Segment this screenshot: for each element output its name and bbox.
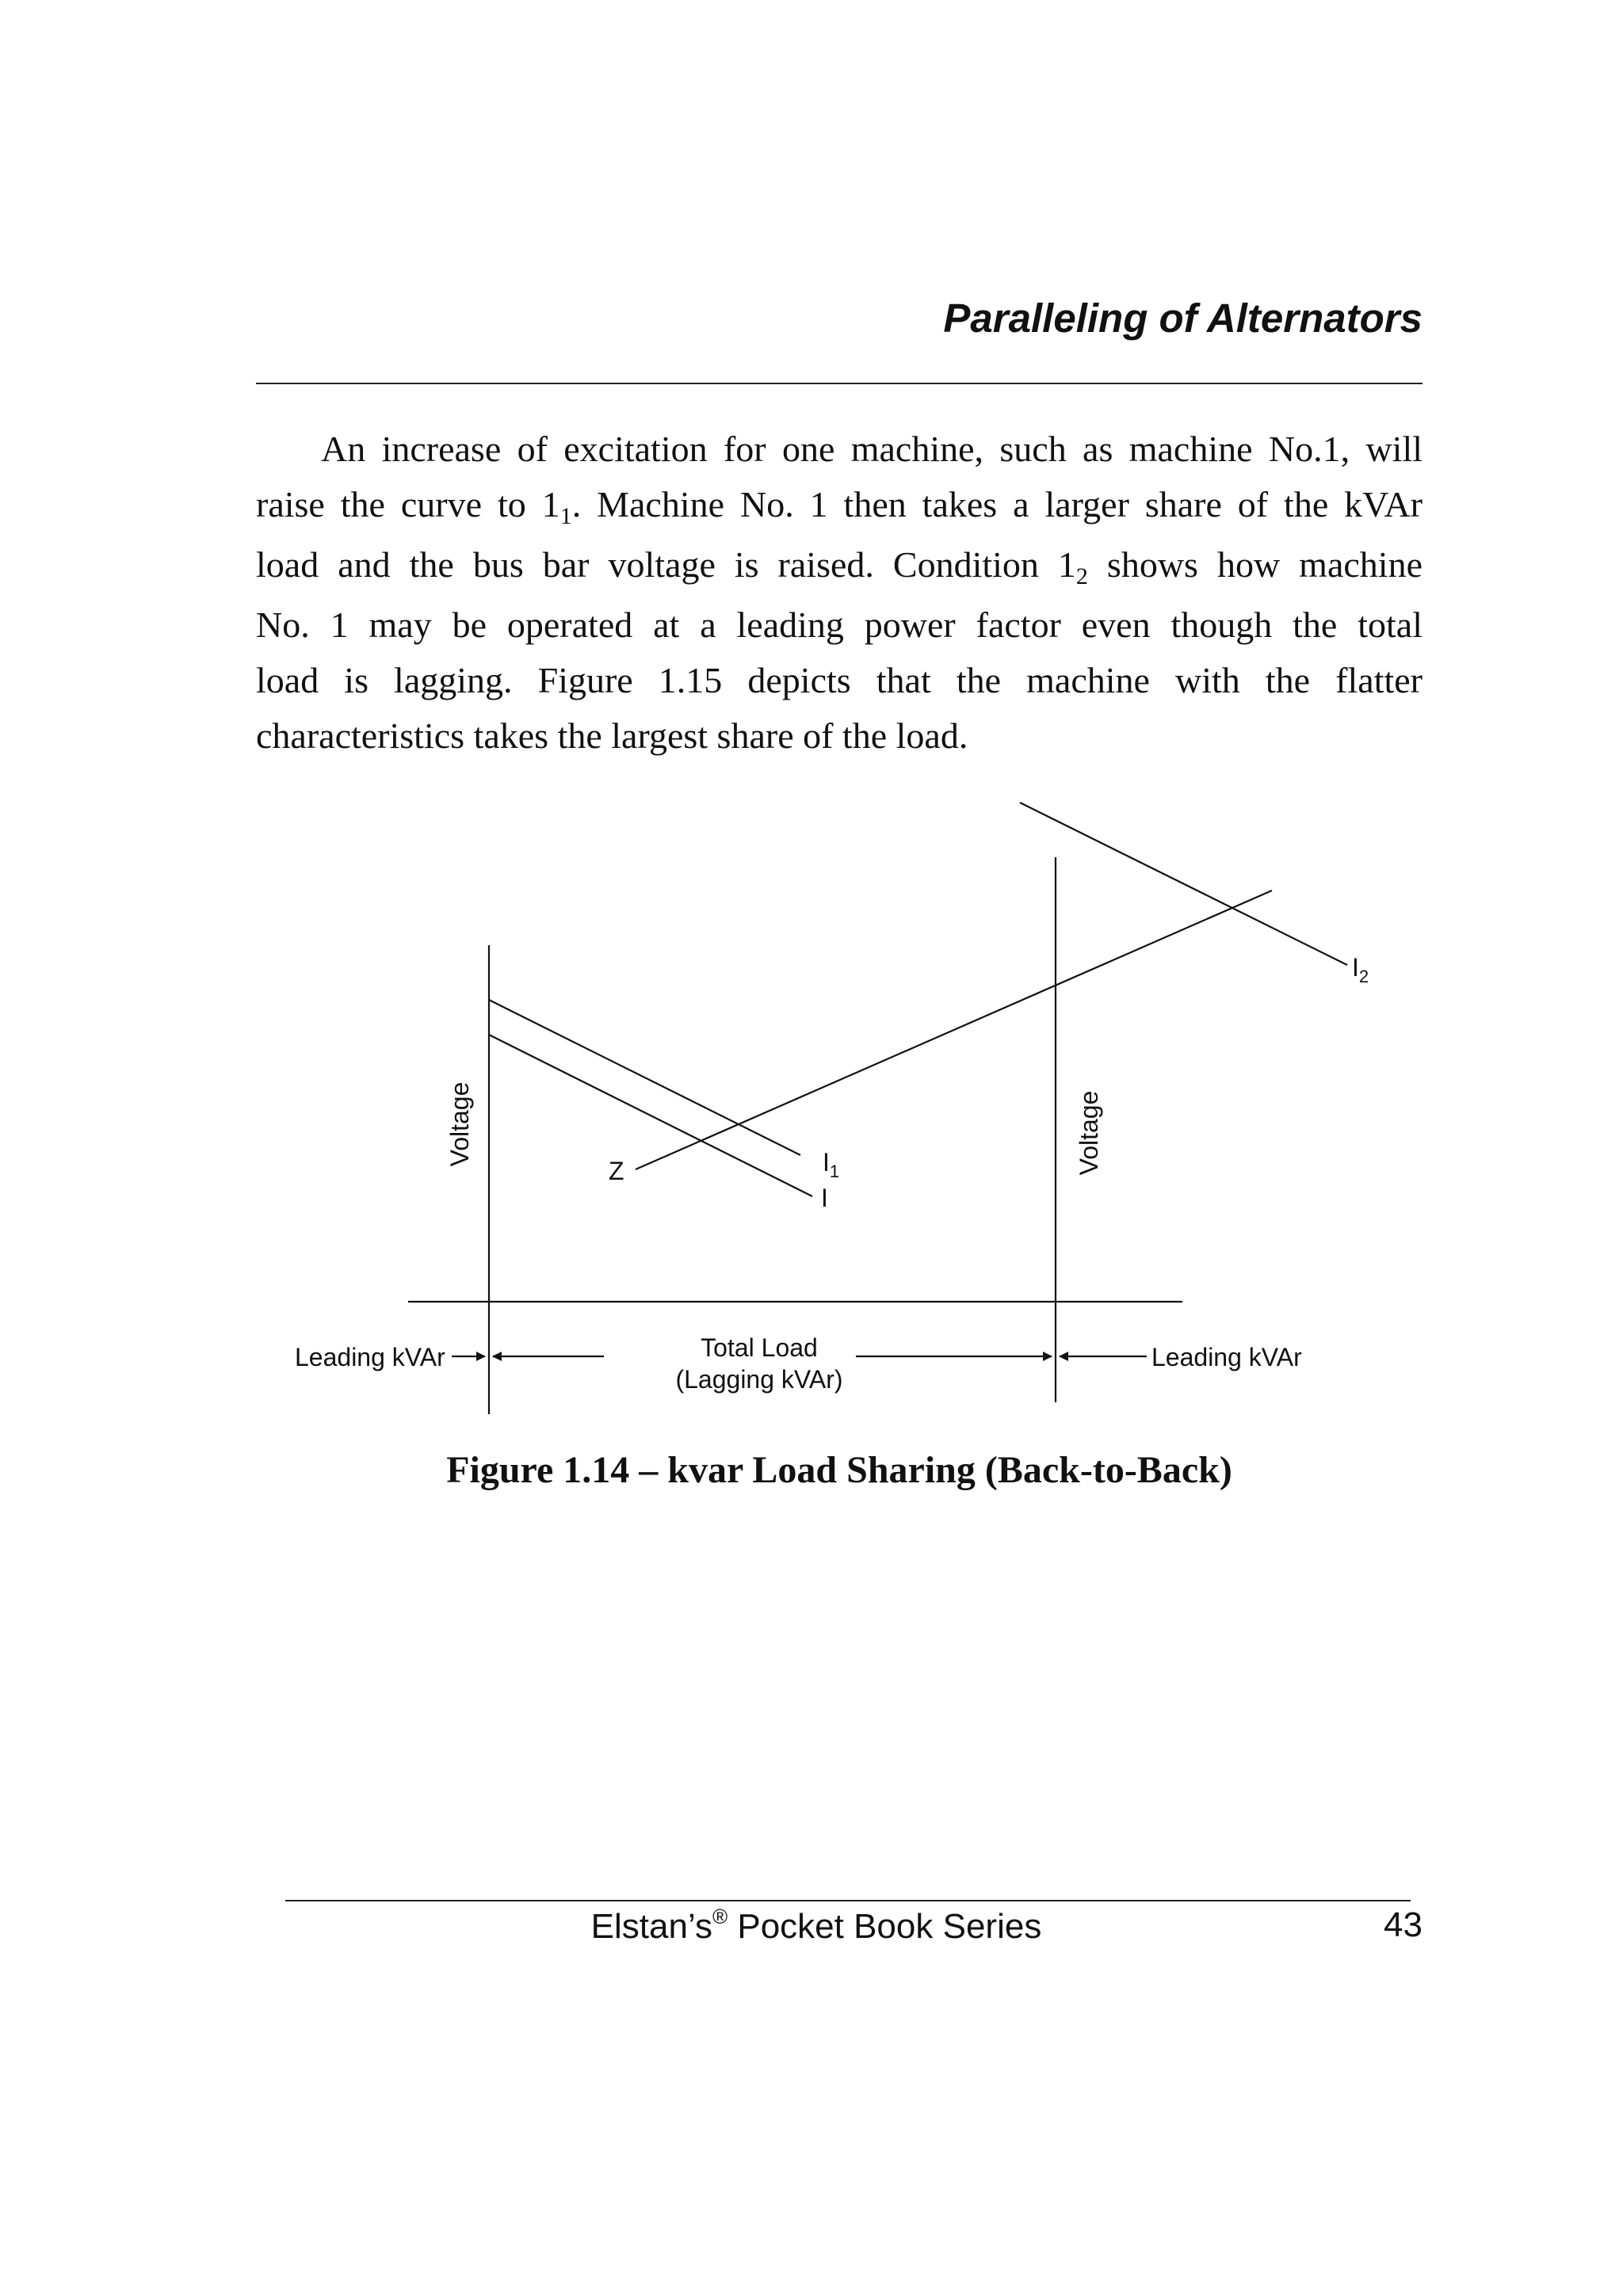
leading-kvar-right: Leading kVAr bbox=[1151, 1343, 1302, 1371]
label-i1-subscript: 1 bbox=[829, 1161, 840, 1181]
body-line-5: load is lagging. Figure 1.15 depicts that the machine with the flatter bbox=[256, 660, 1423, 700]
label-i: I bbox=[821, 1184, 828, 1212]
body-line-4: No. 1 may be operated at a leading power factor even though the total bbox=[256, 605, 1423, 645]
body-line-3-subscript: 2 bbox=[1075, 563, 1088, 589]
voltage-label-right: Voltage bbox=[1075, 1090, 1103, 1176]
label-i1-main: I bbox=[823, 1148, 830, 1177]
running-header-title: Paralleling of Alternators bbox=[943, 296, 1423, 341]
total-load-label: Total Load bbox=[701, 1333, 818, 1362]
curve-i1 bbox=[489, 1000, 800, 1155]
figure-caption: Figure 1.14 – kvar Load Sharing (Back-to-Back) bbox=[446, 1449, 1232, 1491]
voltage-label-left: Voltage bbox=[445, 1081, 474, 1167]
body-line-1: An increase of excitation for one machine, such as machine No.1, will bbox=[321, 429, 1423, 469]
registered-mark: ® bbox=[712, 1905, 728, 1928]
body-line-2-subscript: 1 bbox=[559, 503, 572, 529]
curve-i bbox=[489, 1035, 812, 1196]
label-i2 bbox=[1352, 953, 1369, 986]
body-line-6: characteristics takes the largest share of the load. bbox=[256, 715, 968, 756]
footer-series bbox=[285, 1901, 1347, 1956]
label-i2-main: I bbox=[1352, 953, 1359, 982]
curve-z bbox=[636, 891, 1272, 1169]
body-line-3a: load and the bus bar voltage is raised. Condition 1 bbox=[256, 544, 1076, 585]
label-i2-subscript: 2 bbox=[1358, 967, 1369, 986]
footer-brand: Elstan’s bbox=[590, 1907, 712, 1946]
curve-i2 bbox=[1020, 803, 1347, 965]
leading-kvar-left: Leading kVAr bbox=[295, 1343, 445, 1371]
body-line-2a: raise the curve to 1 bbox=[256, 484, 560, 524]
label-z: Z bbox=[609, 1157, 624, 1185]
body-line-3b: shows how machine bbox=[1087, 544, 1423, 585]
page-number: 43 bbox=[1384, 1905, 1423, 1944]
body-line-2b: . Machine No. 1 then takes a larger share of the kVAr bbox=[571, 484, 1423, 524]
footer-series-rest: Pocket Book Series bbox=[727, 1907, 1042, 1946]
lagging-kvar-label: (Lagging kVAr) bbox=[675, 1365, 843, 1394]
label-i1 bbox=[823, 1148, 839, 1181]
